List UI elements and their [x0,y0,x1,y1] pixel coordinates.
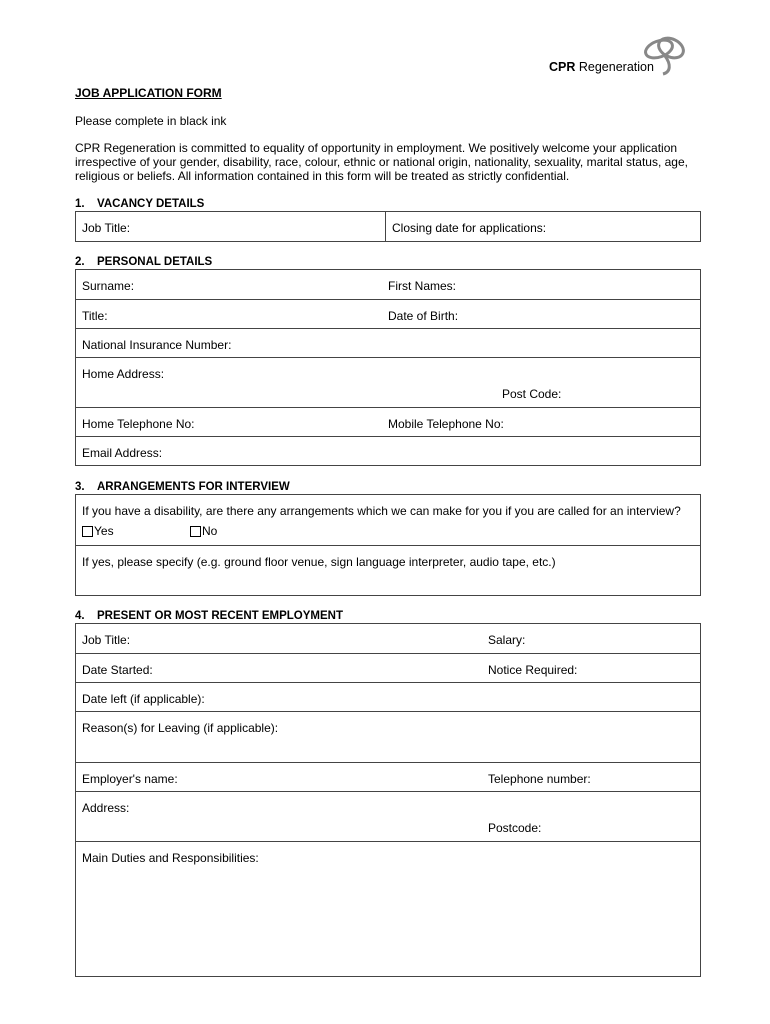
table-row [76,791,700,841]
ni-number-field[interactable]: National Insurance Number: [82,338,232,352]
no-checkbox[interactable] [190,526,201,537]
logo-wordmark: CPR Regeneration [549,60,654,74]
table-row [76,653,700,682]
table-row [76,762,700,791]
table-row [76,841,700,976]
surname-field[interactable]: Surname: [82,279,135,293]
specify-arrangements-field[interactable]: If yes, please specify (e.g. ground floor venue, sign language interpreter, audio tape, etc.) [82,555,556,569]
no-option[interactable]: No [190,524,217,538]
table-row [76,357,700,407]
section-interview-heading: 3. ARRANGEMENTS FOR INTERVIEW [75,481,290,493]
vacancy-details-table [75,211,701,242]
closing-date-field[interactable]: Closing date for applications: [392,221,547,235]
table-row [76,711,700,762]
employer-name-field[interactable]: Employer's name: [82,772,178,786]
employer-telephone-field[interactable]: Telephone number: [488,772,591,786]
date-left-field[interactable]: Date left (if applicable): [82,692,205,706]
ink-instruction: Please complete in black ink [75,114,227,128]
date-of-birth-field[interactable]: Date of Birth: [388,309,459,323]
home-telephone-field[interactable]: Home Telephone No: [82,417,195,431]
table-row [76,682,700,711]
job-title-field[interactable]: Job Title: [82,221,131,235]
personal-details-table [75,269,701,466]
table-row [76,624,700,653]
equality-statement: CPR Regeneration is committed to equality of opportunity in employment. We positively welcome your application irrespective of your gender, disability, race, colour, ethnic or national origin, nationality, sexuality, marital status, age, religious or beliefs. All information contained in this form will be treated as strictly confidential. [75,141,688,184]
section-personal-heading: 2. PERSONAL DETAILS [75,256,213,268]
form-title: JOB APPLICATION FORM [75,86,222,100]
employment-table [75,623,701,977]
company-logo [549,34,694,78]
table-row [76,212,700,241]
first-names-field[interactable]: First Names: [388,279,457,293]
employer-address-field[interactable]: Address: [82,801,130,815]
employment-job-title-field[interactable]: Job Title: [82,633,131,647]
table-row [76,299,700,328]
table-row [76,270,700,299]
salary-field[interactable]: Salary: [488,633,526,647]
table-row [76,495,700,545]
notice-required-field[interactable]: Notice Required: [488,663,578,677]
table-row [76,545,700,595]
yes-option[interactable]: Yes [82,524,114,538]
table-row [76,328,700,357]
mobile-telephone-field[interactable]: Mobile Telephone No: [388,417,504,431]
employer-postcode-field[interactable]: Postcode: [488,821,542,835]
email-field[interactable]: Email Address: [82,446,163,460]
section-employment-heading: 4. PRESENT OR MOST RECENT EMPLOYMENT [75,610,343,622]
disability-question: If you have a disability, are there any arrangements which we can make for you if you are called for an interview? [82,504,681,518]
title-field[interactable]: Title: [82,309,108,323]
yes-checkbox[interactable] [82,526,93,537]
interview-arrangements-table [75,494,701,596]
home-address-field[interactable]: Home Address: [82,367,165,381]
section-vacancy-heading: 1. VACANCY DETAILS [75,198,205,210]
main-duties-field[interactable]: Main Duties and Responsibilities: [82,851,259,865]
cpr-ring-logo-icon [637,34,693,78]
post-code-field[interactable]: Post Code: [502,387,562,401]
table-row [76,436,700,465]
table-row [76,407,700,436]
reasons-for-leaving-field[interactable]: Reason(s) for Leaving (if applicable): [82,721,279,735]
date-started-field[interactable]: Date Started: [82,663,153,677]
